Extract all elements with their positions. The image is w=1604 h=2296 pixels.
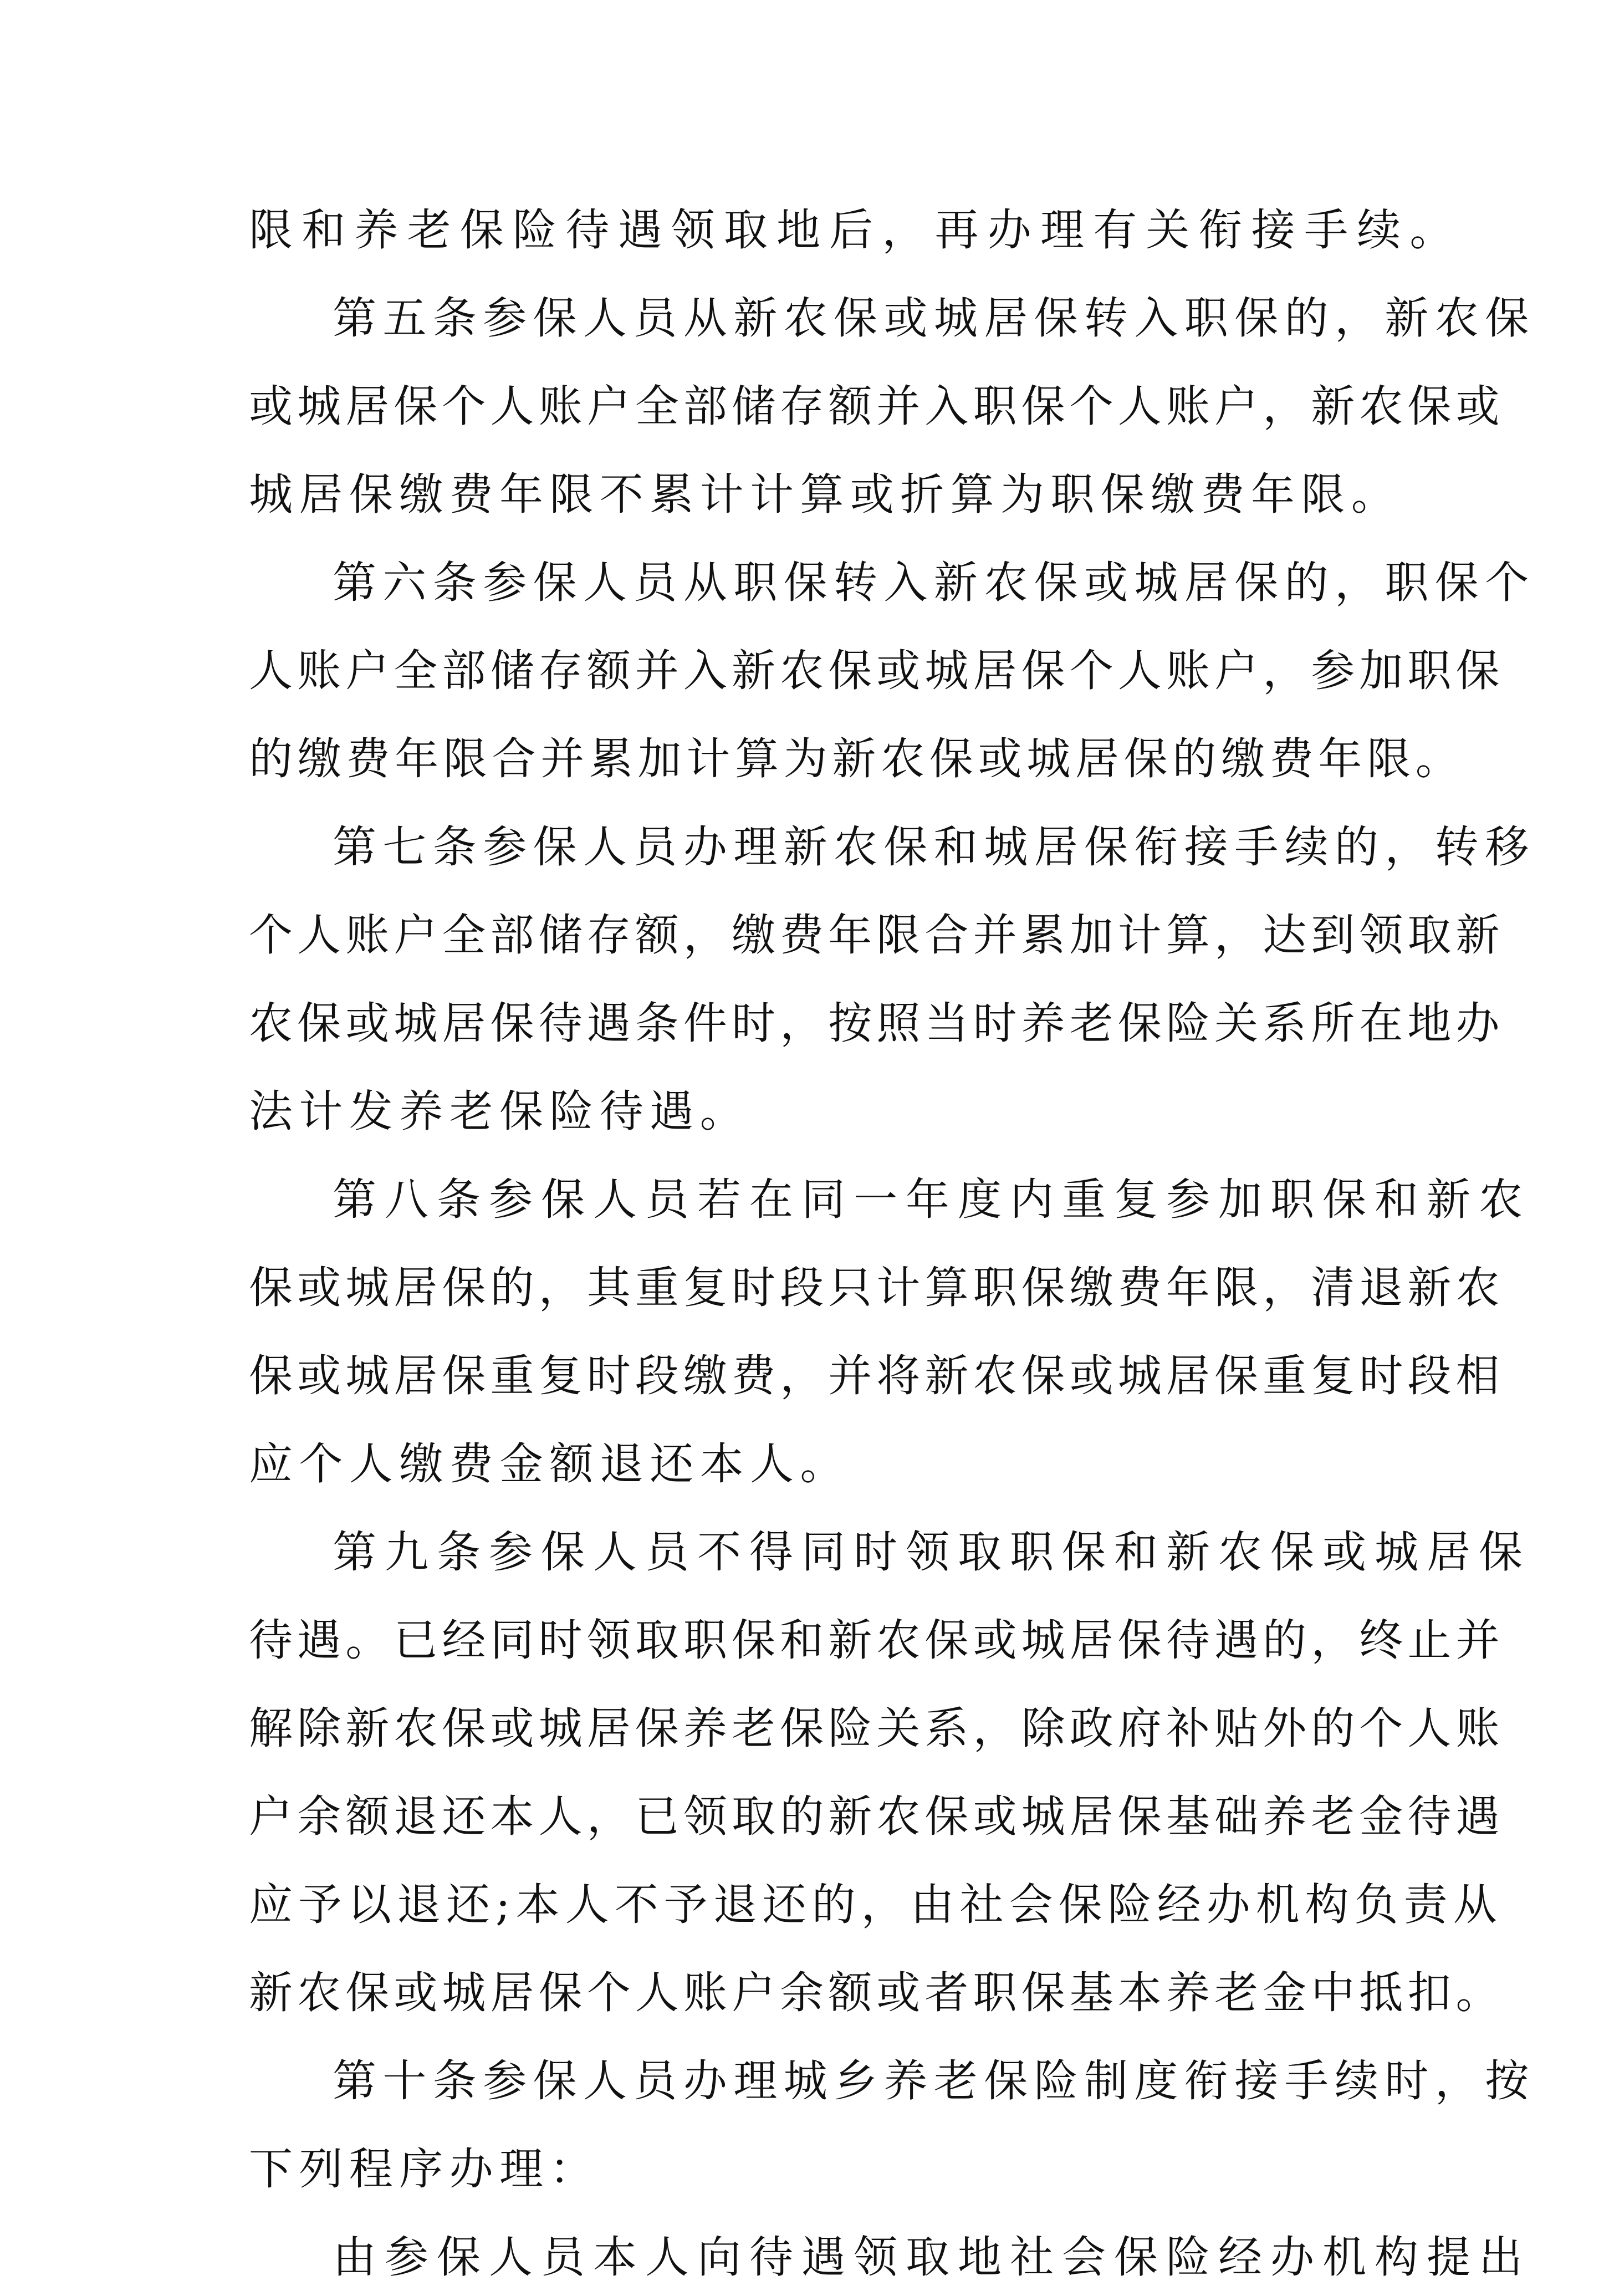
text-line-18: 解除新农保或城居保养老保险关系，除政府补贴外的个人账 — [249, 1703, 1504, 1754]
text-line-17: 待遇。已经同时领取职保和新农保或城居保待遇的，终止并 — [249, 1615, 1504, 1666]
text-line-3: 或城居保个人账户全部储存额并入职保个人账户，新农保或 — [249, 381, 1504, 432]
text-line-20: 应予以退还;本人不予退还的，由社会保险经办机构负责从 — [249, 1879, 1503, 1930]
text-line-21: 新农保或城居保个人账户余额或者职保基本养老金中抵扣。 — [249, 1967, 1504, 2018]
text-line-9: 个人账户全部储存额，缴费年限合并累加计算，达到领取新 — [249, 910, 1504, 961]
text-line-1: 限和养老保险待遇领取地后，再办理有关衔接手续。 — [249, 205, 1463, 256]
text-line-6: 人账户全部储存额并入新农保或城居保个人账户，参加职保 — [249, 645, 1504, 696]
text-line-8: 第七条参保人员办理新农保和城居保衔接手续的，转移 — [333, 822, 1535, 873]
text-line-5: 第六条参保人员从职保转入新农保或城居保的，职保个 — [333, 557, 1535, 608]
text-line-4: 城居保缴费年限不累计计算或折算为职保缴费年限。 — [249, 469, 1402, 520]
text-line-14: 保或城居保重复时段缴费，并将新农保或城居保重复时段相 — [249, 1350, 1504, 1401]
text-line-11: 法计发养老保险待遇。 — [249, 1086, 750, 1137]
text-line-22: 第十条参保人员办理城乡养老保险制度衔接手续时，按 — [333, 2055, 1535, 2106]
text-line-15: 应个人缴费金额退还本人。 — [249, 1438, 850, 1489]
text-line-23: 下列程序办理： — [249, 2144, 600, 2195]
text-line-7: 的缴费年限合并累加计算为新农保或城居保的缴费年限。 — [249, 733, 1464, 784]
text-line-19: 户余额退还本人，已领取的新农保或城居保基础养老金待遇 — [249, 1791, 1504, 1842]
text-line-24: 由参保人员本人向待遇领取地社会保险经办机构提出 — [333, 2232, 1531, 2283]
text-line-2: 第五条参保人员从新农保或城居保转入职保的，新农保 — [333, 293, 1535, 344]
text-line-12: 第八条参保人员若在同一年度内重复参加职保和新农 — [333, 1174, 1531, 1225]
text-line-16: 第九条参保人员不得同时领取职保和新农保或城居保 — [333, 1527, 1531, 1578]
text-line-13: 保或城居保的，其重复时段只计算职保缴费年限，清退新农 — [249, 1262, 1504, 1313]
text-line-10: 农保或城居保待遇条件时，按照当时养老保险关系所在地办 — [249, 998, 1504, 1049]
